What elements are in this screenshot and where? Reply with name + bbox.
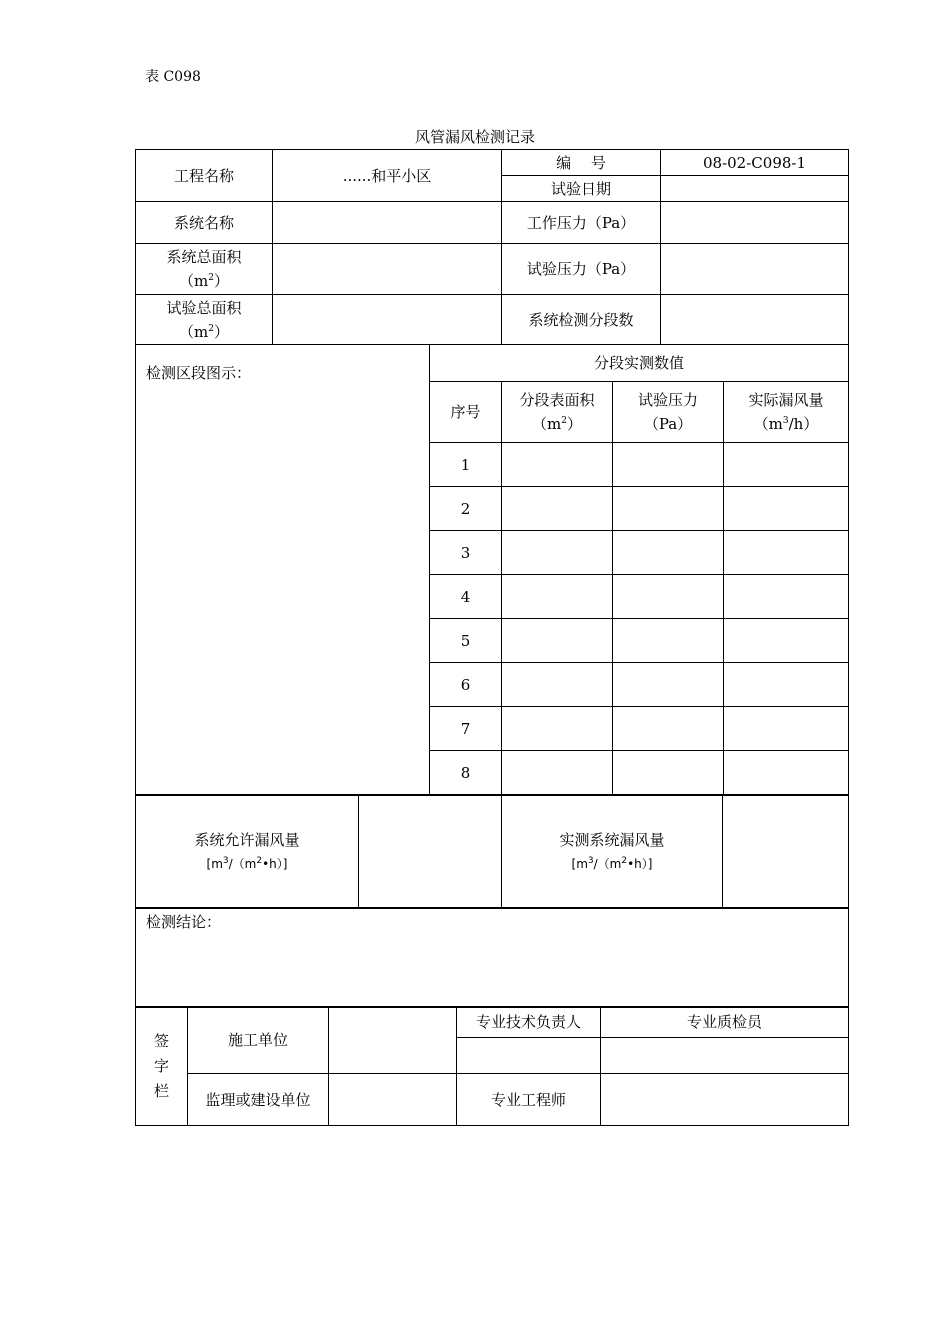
allowed-leak-unit [136, 852, 358, 876]
form-code: 表 C098 [145, 69, 201, 85]
engineer-field[interactable] [601, 1074, 849, 1126]
row-seq: 4 [430, 575, 502, 619]
unit-sup: 2 [621, 856, 628, 866]
test-area-label: 试验总面积 [166, 298, 242, 317]
measured-leak-unit [502, 852, 722, 876]
pressure-cell[interactable] [613, 487, 724, 531]
area-cell[interactable] [502, 575, 613, 619]
construction-unit-field[interactable] [329, 1007, 457, 1074]
allowed-leak-label: 系统允许漏风量 [194, 831, 300, 849]
leak-cell[interactable] [724, 487, 849, 531]
conclusion-table [135, 907, 849, 1008]
page-title: 风管漏风检测记录 [414, 128, 535, 146]
col-leak-unit [724, 412, 848, 436]
leak-cell[interactable] [724, 751, 849, 795]
unit-sup: 2 [208, 323, 214, 334]
unit-sup: 2 [208, 273, 214, 283]
qc-field[interactable] [601, 1038, 849, 1074]
area-cell[interactable] [502, 487, 613, 531]
leak-cell[interactable] [724, 575, 849, 619]
pressure-cell[interactable] [613, 619, 724, 663]
tech-lead-field[interactable] [457, 1038, 601, 1074]
unit-text: ） [566, 415, 582, 433]
col-leak-label: 实际漏风量 [748, 391, 824, 409]
unit-sup: 2 [256, 856, 263, 866]
system-area-unit [136, 269, 272, 293]
unit-text: （m [532, 415, 562, 433]
area-cell[interactable] [502, 751, 613, 795]
unit-text: /h） [788, 415, 819, 433]
diagram-area[interactable] [136, 345, 430, 795]
pressure-cell[interactable] [613, 663, 724, 707]
signature-table [135, 1006, 849, 1126]
row-seq: 8 [430, 751, 502, 795]
unit-text: ） [213, 272, 229, 290]
unit-sup: 2 [561, 416, 567, 426]
system-area-label-cell [136, 244, 273, 295]
work-pressure-field[interactable] [661, 202, 849, 244]
segment-table [135, 344, 849, 795]
unit-text: [m [206, 857, 223, 871]
test-area-label-cell [136, 295, 273, 345]
sig-char: 字 [153, 1056, 169, 1075]
leak-cell[interactable] [724, 531, 849, 575]
tech-lead-label: 专业技术负责人 [457, 1007, 601, 1038]
test-date-label: 试验日期 [502, 176, 661, 202]
supervision-label: 监理或建设单位 [188, 1074, 329, 1126]
leakage-table [135, 795, 849, 909]
col-area-unit [502, 412, 612, 436]
conclusion-area[interactable] [136, 908, 849, 1008]
row-seq: 6 [430, 663, 502, 707]
system-name-field[interactable] [273, 202, 502, 244]
col-pressure-unit: （Pa） [643, 415, 693, 433]
row-seq: 7 [430, 707, 502, 751]
test-pressure-field[interactable] [661, 244, 849, 295]
project-name-label: 工程名称 [136, 150, 273, 202]
col-pressure-label: 试验压力 [637, 391, 698, 409]
area-cell[interactable] [502, 707, 613, 751]
construction-unit-label: 施工单位 [188, 1007, 329, 1074]
unit-text: （m [753, 415, 783, 433]
unit-sup: 3 [587, 856, 594, 866]
unit-text: （m [179, 272, 209, 290]
unit-text: •h）] [262, 857, 288, 871]
supervision-field[interactable] [329, 1074, 457, 1126]
test-area-unit [136, 320, 272, 344]
pressure-cell[interactable] [613, 531, 724, 575]
test-pressure-label: 试验压力（Pa） [502, 244, 661, 295]
sig-char: 栏 [153, 1081, 169, 1100]
row-seq: 3 [430, 531, 502, 575]
col-leak [724, 382, 849, 443]
diagram-label: 检测区段图示： [146, 364, 252, 382]
unit-text: /（m [228, 857, 257, 871]
measured-leak-label: 实测系统漏风量 [559, 831, 665, 849]
segments-field[interactable] [661, 295, 849, 345]
unit-text: ） [213, 322, 229, 341]
measured-title: 分段实测数值 [430, 345, 849, 382]
col-area [502, 382, 613, 443]
unit-sup: 3 [222, 856, 229, 866]
area-cell[interactable] [502, 531, 613, 575]
leak-cell[interactable] [724, 663, 849, 707]
segments-label: 系统检测分段数 [502, 295, 661, 345]
unit-text: •h）] [627, 857, 653, 871]
work-pressure-label: 工作压力（Pa） [502, 202, 661, 244]
system-area-label: 系统总面积 [166, 248, 242, 266]
unit-text: /（m [593, 857, 622, 871]
system-name-label: 系统名称 [136, 202, 273, 244]
leak-cell[interactable] [724, 443, 849, 487]
number-field[interactable]: 08-02-C098-1 [661, 150, 849, 176]
header-table [135, 149, 849, 345]
row-seq: 5 [430, 619, 502, 663]
allowed-leak-label-cell [136, 796, 359, 909]
unit-text: （m [179, 322, 209, 341]
col-seq: 序号 [430, 382, 502, 443]
measured-leak-field[interactable] [723, 796, 849, 909]
area-cell[interactable] [502, 619, 613, 663]
measured-leak-label-cell [502, 796, 723, 909]
allowed-leak-field[interactable] [359, 796, 502, 909]
pressure-cell[interactable] [613, 443, 724, 487]
row-seq: 2 [430, 487, 502, 531]
engineer-label: 专业工程师 [457, 1074, 601, 1126]
number-label: 编 号 [502, 150, 661, 176]
conclusion-label: 检测结论： [146, 913, 222, 931]
unit-text: [m [571, 857, 588, 871]
leak-cell[interactable] [724, 619, 849, 663]
project-name-field[interactable]: ......和平小区 [273, 150, 502, 202]
qc-label: 专业质检员 [601, 1007, 849, 1038]
pressure-cell[interactable] [613, 707, 724, 751]
leak-cell[interactable] [724, 707, 849, 751]
test-date-field[interactable] [661, 176, 849, 202]
system-area-field[interactable] [273, 244, 502, 295]
test-area-field[interactable] [273, 295, 502, 345]
col-pressure [613, 382, 724, 443]
sig-char: 签 [153, 1031, 169, 1050]
col-area-label: 分段表面积 [519, 391, 595, 409]
unit-sup: 3 [782, 416, 789, 426]
pressure-cell[interactable] [613, 751, 724, 795]
signature-column-label [136, 1007, 188, 1126]
row-seq: 1 [430, 443, 502, 487]
area-cell[interactable] [502, 663, 613, 707]
area-cell[interactable] [502, 443, 613, 487]
pressure-cell[interactable] [613, 575, 724, 619]
